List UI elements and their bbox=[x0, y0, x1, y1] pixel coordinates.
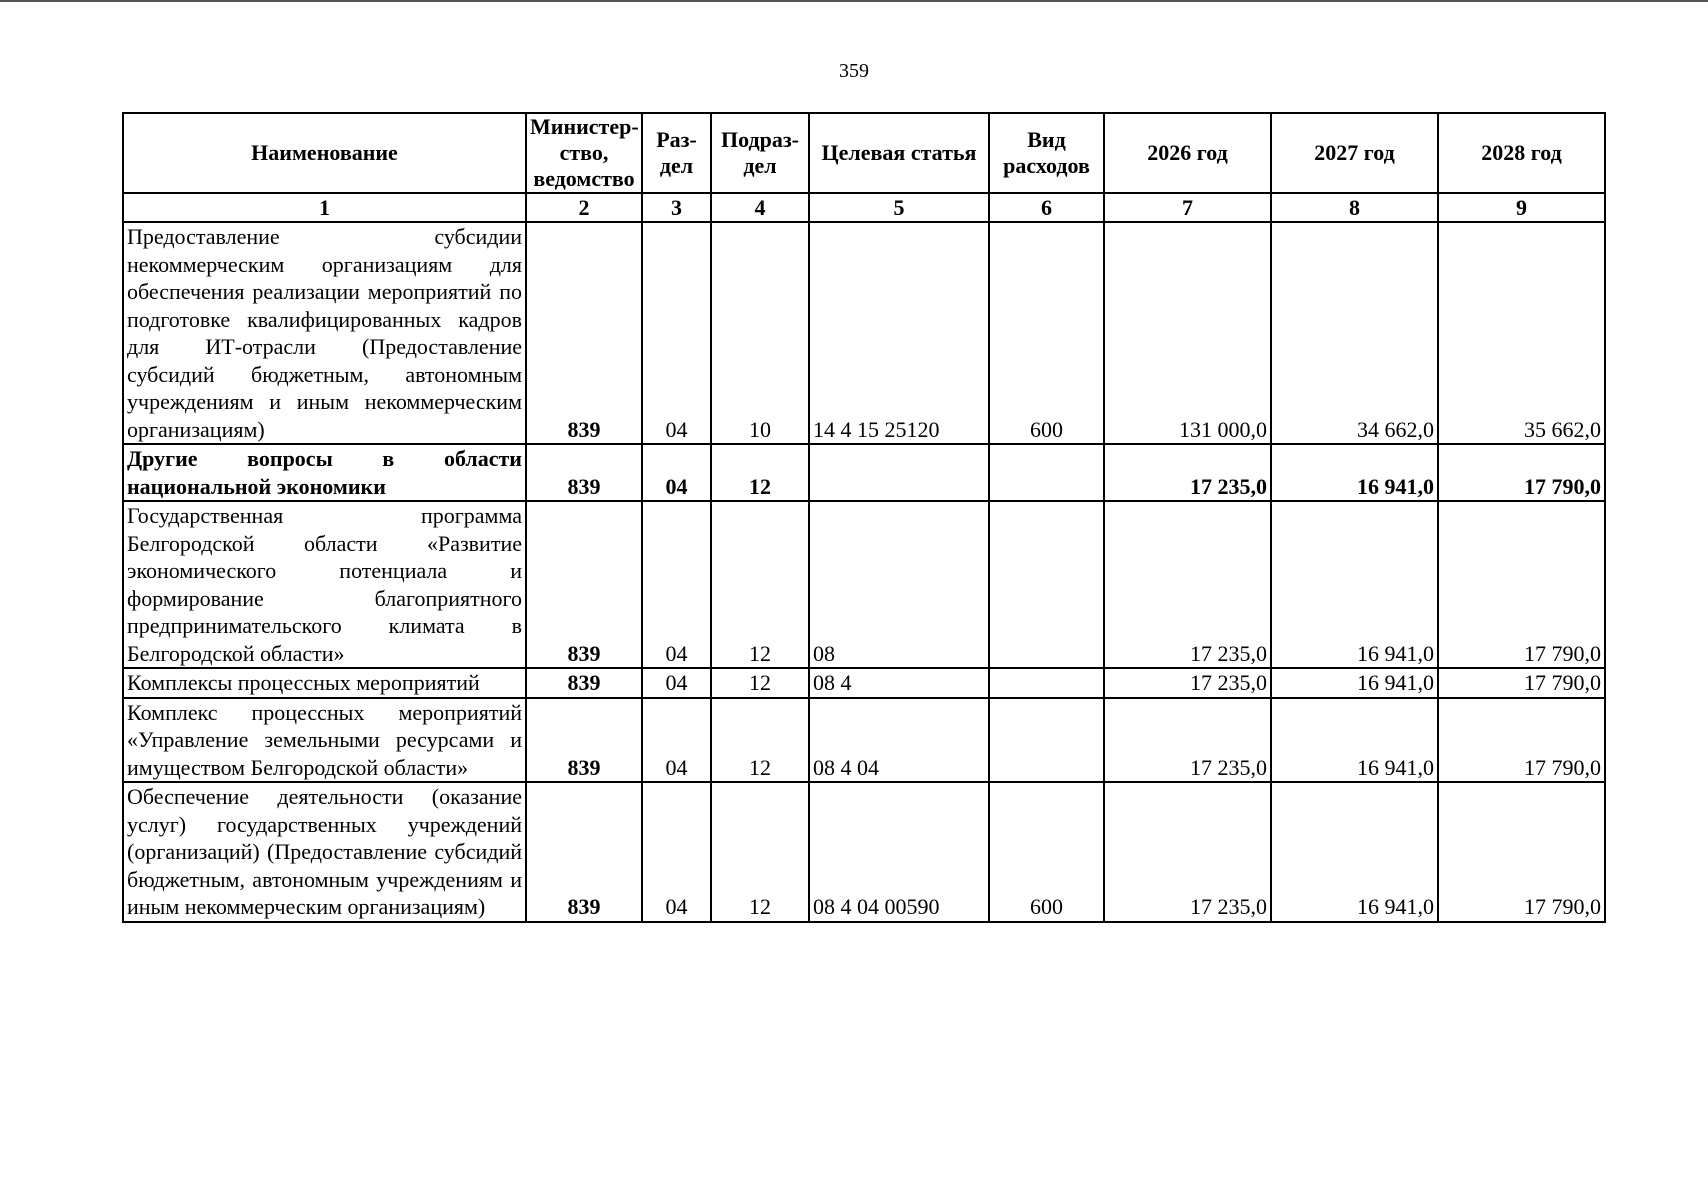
row-amount-2028: 17 790,0 bbox=[1438, 698, 1605, 783]
column-number: 1 bbox=[123, 193, 526, 222]
table-row bbox=[123, 782, 1605, 922]
column-number: 4 bbox=[711, 193, 809, 222]
row-target-article: 08 bbox=[809, 501, 989, 668]
table-row bbox=[123, 698, 1605, 783]
row-expense-type bbox=[989, 501, 1104, 668]
header-2027: 2027 год bbox=[1271, 113, 1438, 193]
header-expense-type: Вид расходов bbox=[989, 113, 1104, 193]
row-expense-type: 600 bbox=[989, 782, 1104, 922]
row-amount-2027: 16 941,0 bbox=[1271, 668, 1438, 698]
row-amount-2028: 17 790,0 bbox=[1438, 444, 1605, 501]
row-amount-2026: 131 000,0 bbox=[1104, 222, 1271, 444]
row-section: 04 bbox=[642, 444, 711, 501]
row-expense-type bbox=[989, 444, 1104, 501]
row-amount-2027: 16 941,0 bbox=[1271, 782, 1438, 922]
table-row bbox=[123, 222, 1605, 444]
row-amount-2027: 16 941,0 bbox=[1271, 698, 1438, 783]
row-name: Комплекс процессных мероприятий «Управление земельными ресурсами и имуществом Белгородской области» bbox=[123, 698, 526, 783]
row-name: Другие вопросы в области национальной экономики bbox=[123, 444, 526, 501]
header-row bbox=[123, 113, 1605, 193]
column-number: 5 bbox=[809, 193, 989, 222]
row-ministry: 839 bbox=[526, 782, 642, 922]
row-subsection: 12 bbox=[711, 698, 809, 783]
row-ministry: 839 bbox=[526, 444, 642, 501]
row-ministry: 839 bbox=[526, 222, 642, 444]
row-name: Обеспечение деятельности (оказание услуг) государственных учреждений (организаций) (Предоставление субсидий бюджетным, автономным учреждениям и иным некоммерческим организациям) bbox=[123, 782, 526, 922]
row-ministry: 839 bbox=[526, 698, 642, 783]
header-subsection: Подраз-дел bbox=[711, 113, 809, 193]
row-target-article: 14 4 15 25120 bbox=[809, 222, 989, 444]
row-subsection: 12 bbox=[711, 782, 809, 922]
row-section: 04 bbox=[642, 782, 711, 922]
row-amount-2028: 17 790,0 bbox=[1438, 668, 1605, 698]
row-amount-2027: 16 941,0 bbox=[1271, 444, 1438, 501]
column-number: 7 bbox=[1104, 193, 1271, 222]
row-ministry: 839 bbox=[526, 501, 642, 668]
row-expense-type bbox=[989, 698, 1104, 783]
header-ministry: Министер-ство, ведомство bbox=[526, 113, 642, 193]
row-subsection: 12 bbox=[711, 668, 809, 698]
budget-table bbox=[122, 112, 1606, 923]
row-subsection: 12 bbox=[711, 501, 809, 668]
row-amount-2028: 35 662,0 bbox=[1438, 222, 1605, 444]
row-amount-2028: 17 790,0 bbox=[1438, 782, 1605, 922]
column-number-row bbox=[123, 193, 1605, 222]
column-number: 2 bbox=[526, 193, 642, 222]
row-target-article: 08 4 04 bbox=[809, 698, 989, 783]
table-row bbox=[123, 668, 1605, 698]
column-number: 3 bbox=[642, 193, 711, 222]
row-amount-2026: 17 235,0 bbox=[1104, 782, 1271, 922]
row-amount-2026: 17 235,0 bbox=[1104, 444, 1271, 501]
header-name: Наименование bbox=[123, 113, 526, 193]
row-target-article: 08 4 bbox=[809, 668, 989, 698]
header-target-article: Целевая статья bbox=[809, 113, 989, 193]
header-section: Раз-дел bbox=[642, 113, 711, 193]
column-number: 6 bbox=[989, 193, 1104, 222]
row-section: 04 bbox=[642, 501, 711, 668]
row-name: Предоставление субсидии некоммерческим организациям для обеспечения реализации мероприятий по подготовке квалифицированных кадров для ИТ-отрасли (Предоставление субсидий бюджетным, автономным учреждениям и иным некоммерческим организациям) bbox=[123, 222, 526, 444]
scan-edge-line bbox=[0, 0, 1708, 2]
table-row bbox=[123, 501, 1605, 668]
row-name: Государственная программа Белгородской области «Развитие экономического потенциала и формирование благоприятного предпринимательского климата в Белгородской области» bbox=[123, 501, 526, 668]
row-section: 04 bbox=[642, 668, 711, 698]
row-expense-type bbox=[989, 668, 1104, 698]
page-number: 359 bbox=[839, 60, 869, 82]
header-2026: 2026 год bbox=[1104, 113, 1271, 193]
row-amount-2026: 17 235,0 bbox=[1104, 501, 1271, 668]
row-target-article bbox=[809, 444, 989, 501]
header-2028: 2028 год bbox=[1438, 113, 1605, 193]
column-number: 9 bbox=[1438, 193, 1605, 222]
row-subsection: 12 bbox=[711, 444, 809, 501]
row-amount-2027: 34 662,0 bbox=[1271, 222, 1438, 444]
column-number: 8 bbox=[1271, 193, 1438, 222]
row-expense-type: 600 bbox=[989, 222, 1104, 444]
row-section: 04 bbox=[642, 222, 711, 444]
row-subsection: 10 bbox=[711, 222, 809, 444]
row-ministry: 839 bbox=[526, 668, 642, 698]
row-amount-2026: 17 235,0 bbox=[1104, 698, 1271, 783]
row-target-article: 08 4 04 00590 bbox=[809, 782, 989, 922]
row-amount-2028: 17 790,0 bbox=[1438, 501, 1605, 668]
row-section: 04 bbox=[642, 698, 711, 783]
row-name: Комплексы процессных мероприятий bbox=[123, 668, 526, 698]
table-row bbox=[123, 444, 1605, 501]
row-amount-2026: 17 235,0 bbox=[1104, 668, 1271, 698]
row-amount-2027: 16 941,0 bbox=[1271, 501, 1438, 668]
